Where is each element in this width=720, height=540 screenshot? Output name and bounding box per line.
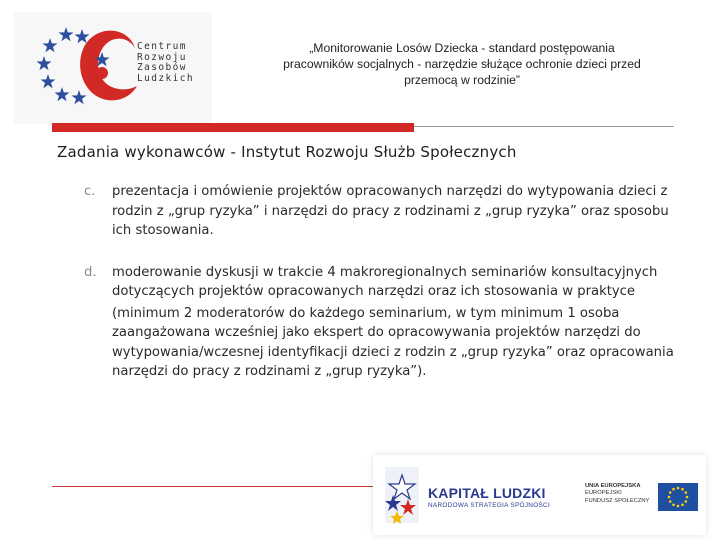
footer-logos — [373, 455, 706, 535]
kapital-ludzki-icon — [377, 455, 427, 535]
list-marker: d. — [84, 264, 97, 280]
list-marker: c. — [84, 184, 96, 199]
logo-line: Centrum — [137, 41, 187, 52]
star-icon — [41, 74, 56, 88]
list-item — [84, 263, 676, 382]
star-icon — [37, 56, 52, 70]
header-divider — [414, 126, 674, 127]
kapital-ludzki-title: KAPITAŁ LUDZKI — [428, 485, 546, 501]
kapital-ludzki-subtitle: NARODOWA STRATEGIA SPÓJNOŚCI — [428, 502, 551, 509]
star-icon — [43, 38, 58, 52]
project-title-line: przemocą w rodzinie” — [404, 73, 520, 87]
crzl-logo — [14, 12, 212, 124]
star-icon — [59, 27, 74, 41]
logo-line: Rozwoju — [137, 51, 187, 63]
eu-line: UNIA EUROPEJSKA — [585, 483, 641, 489]
section-title: Zadania wykonawców - Instytut Rozwoju Służb Społecznych — [57, 143, 517, 161]
accent-bar — [52, 123, 414, 132]
list-item-text: moderowanie dyskusji w trakcie 4 makroregionalnych seminariów konsultacyjnych dotyczących projektów opracowanych narzędzi oraz ich stosowania w praktyce — [112, 264, 658, 299]
list-item — [84, 182, 676, 241]
eu-line: FUNDUSZ SPOŁECZNY — [585, 497, 650, 504]
task-list — [84, 182, 676, 382]
project-title-line: pracowników socjalnych - narzędzie służące ochronie dzieci przed — [283, 57, 641, 71]
star-icon — [75, 29, 90, 43]
project-title — [252, 40, 672, 88]
eu-text — [585, 483, 665, 505]
crescent-shape — [80, 31, 137, 101]
eu-line: EUROPEJSKI — [585, 490, 622, 497]
list-item-note: (minimum 2 moderatorów do każdego seminarium, w tym minimum 1 osoba zaangażowana wcześniej jako ekspert do opracowywania projektów narzędzi do wytypowania/wczesnej identyfikacji dzieci z rodzin z „grup ryzyka” oraz opracowania narzędzi do pracy z rodzinami z „grup ryzyka”). — [112, 305, 674, 379]
list-item-text: prezentacja i omówienie projektów opracowanych narzędzi do wytypowania dzieci z rodzin z „grup ryzyka” i narzędzi do pracy z rodzinami z „grup ryzyka” oraz sposobu ich stosowania. — [112, 184, 669, 238]
logo-wordmark — [137, 42, 217, 85]
star-icon — [72, 90, 87, 104]
star-icon — [55, 87, 70, 101]
red-dot — [96, 67, 108, 79]
footer-divider — [52, 486, 394, 487]
eu-flag-icon — [658, 483, 698, 511]
logo-line: Ludzkich — [137, 73, 194, 85]
project-title-line: „Monitorowanie Losów Dziecka - standard postępowania — [309, 41, 615, 55]
logo-line: Zasobów — [137, 62, 187, 74]
